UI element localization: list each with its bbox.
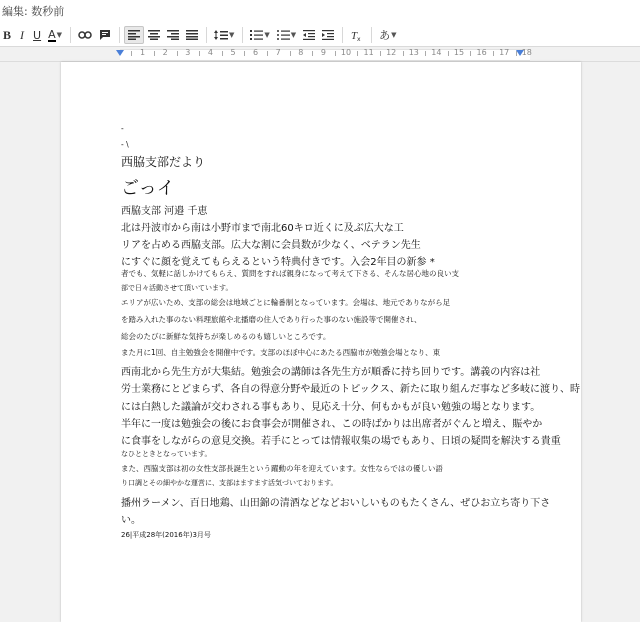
toolbar-divider [371,27,372,43]
body-line: また月に1回、自主勉強会を開催中です。支部のほぼ中心にあたる西脇市が勉強会場となり、東 [121,348,441,357]
status-bar [0,0,640,25]
body-line: また、西脇支部は初の女性支部長誕生という躍動の年を迎えています。女性ならではの優しい語 [121,464,443,473]
body-line: 者でも、気軽に話しかけてもらえ、質問をすれば親身になって考えて下さる、そんな居心地の良い支 [121,269,459,278]
body-line: 半年に一度は勉強会の後にお食事会が開催され、この時ばかりは出席者がぐんと増え、賑やか [121,419,543,430]
ruler-number: 2 [162,48,168,57]
underline-button[interactable]: U [33,28,42,42]
comment-button[interactable] [96,26,114,44]
ruler-number: 4 [207,48,213,57]
numbered-list-icon [250,30,263,40]
ruler-tick [380,51,381,56]
bulleted-list-button[interactable]: ▼ [274,26,299,44]
align-left-button[interactable] [124,26,144,44]
align-right-button[interactable] [164,26,182,44]
decrease-indent-icon [303,30,315,40]
ruler-number: 6 [253,48,259,57]
ruler-number: 17 [499,48,510,57]
ruler-tick [493,51,494,56]
numbered-list-button[interactable]: ▼ [247,26,272,44]
body-line: 西南北から先生方が大集結。勉強会の講師は各先生方が順番に持ち回りです。講義の内容は社 [121,367,541,378]
toolbar-divider [206,27,207,43]
ruler-number: 16 [476,48,487,57]
body-line: にすぐに顔を覚えてもらえるという特典付きです。入会2年目の新参 * [121,257,435,268]
line-spacing-icon [214,30,228,40]
doc-title: ごっイ [121,178,175,199]
ruler[interactable] [0,47,640,62]
ruler-tick [199,51,200,56]
svg-text:T: T [351,30,358,41]
bold-button[interactable]: B [3,27,12,42]
comment-icon [99,29,111,41]
input-tools-label: あ [379,29,391,42]
body-line: に食事をしながらの意見交換。若手にとっては情報収集の場でもあり、日頃の疑問を解決する貴重 [121,436,561,447]
ruler-tick [222,51,223,56]
align-left-icon [128,30,140,40]
ruler-tick [335,51,336,56]
text-color-button[interactable]: A ▼ [48,27,62,41]
body-line: エリアが広いため、支部の総会は地域ごとに輪番制となっています。会場は、地元でありながら足 [121,298,451,307]
ruler-tick [177,51,178,56]
save-status-text: 編集: 数秒前 [2,5,65,18]
left-indent-marker[interactable] [116,50,124,56]
ruler-tick [290,51,291,56]
ruler-tick [312,51,313,56]
line-spacing-button[interactable]: ▼ [211,26,237,44]
ruler-tick [403,51,404,56]
ruler-tick [357,51,358,56]
ruler-tick [244,51,245,56]
body-line: を踏み入れた事のない料理旅館や北播磨の住人であり行った事のない施設等で開催され、 [121,315,422,324]
ruler-tick [425,51,426,56]
bulleted-list-icon [277,30,290,40]
body-line: なひとときとなっています。 [121,450,212,458]
ruler-number: 9 [320,48,326,57]
right-indent-marker[interactable] [516,50,524,56]
ruler-number: 14 [431,48,442,57]
ruler-number: 10 [340,48,352,57]
body-line: には白熱した議論が交わされる事もあり、見応え十分、何もかもが良い勉強の場となります。 [121,402,541,413]
align-center-icon [148,30,160,40]
ruler-tick [131,51,132,56]
body-line: 労士業務にとどまらず、各自の得意分野や最近のトピックス、新たに取り組んだ事など多岐に渡り、時 [121,384,580,395]
link-button[interactable] [75,26,95,44]
increase-indent-button[interactable] [319,26,337,44]
italic-button[interactable]: I [20,27,25,42]
decrease-indent-button[interactable] [300,26,318,44]
toolbar-divider [70,27,71,43]
document-page[interactable] [61,62,581,622]
ruler-number: 7 [275,48,281,57]
body-line: 総会のたびに新鮮な気持ちが楽しめるのも嬉しいところです。 [121,332,331,341]
ruler-number: 8 [298,48,304,57]
separator-text: - \ [121,140,129,149]
toolbar-divider [242,27,243,43]
body-line: り口調とその細やかな運営に、支部はますます活気づいております。 [121,479,338,487]
ruler-number: 12 [386,48,397,57]
toolbar-divider [119,27,120,43]
link-icon [78,30,92,40]
ruler-number: 11 [363,48,374,57]
justify-button[interactable] [183,26,201,44]
ruler-number: 13 [408,48,419,57]
formatting-toolbar [0,24,640,47]
svg-text:x: x [357,36,361,41]
increase-indent-icon [322,30,334,40]
body-line: 播州ラーメン、百日地鶏、山田錦の清酒などなどおいしいものもたくさん、ぜひお立ち寄り下さ [121,498,551,509]
ruler-number: 15 [453,48,465,57]
doc-subtitle: 西脇支部だより [121,155,206,169]
body-line: い。 [121,515,141,526]
ruler-number: 3 [185,48,191,57]
separator-text: - [121,124,124,133]
input-tools-button[interactable]: あ ▼ [379,29,397,42]
body-line: 北は丹波市から南は小野市まで南北60キロ近くに及ぶ広大な工 [121,223,404,234]
ruler-number: 18 [521,48,532,57]
clear-formatting-icon [350,29,363,41]
ruler-tick [154,51,155,56]
body-line: 部で日々活動させて頂いています。 [121,284,233,292]
ruler-number: 1 [140,48,146,57]
ruler-tick [448,51,449,56]
align-center-button[interactable] [145,26,163,44]
justify-icon [186,30,198,40]
ruler-tick [267,51,268,56]
body-line: リアを占める西脇支部。広大な割に会員数が少なく、ベテラン先生 [121,240,421,251]
page-footer: 26|平成28年(2016年)3月号 [121,531,211,539]
ruler-number: 5 [230,48,236,57]
ruler-tick [470,51,471,56]
align-right-icon [167,30,179,40]
clear-formatting-button[interactable] [347,26,366,44]
toolbar-divider [342,27,343,43]
doc-author: 西脇支部 河邉 千恵 [121,206,208,217]
